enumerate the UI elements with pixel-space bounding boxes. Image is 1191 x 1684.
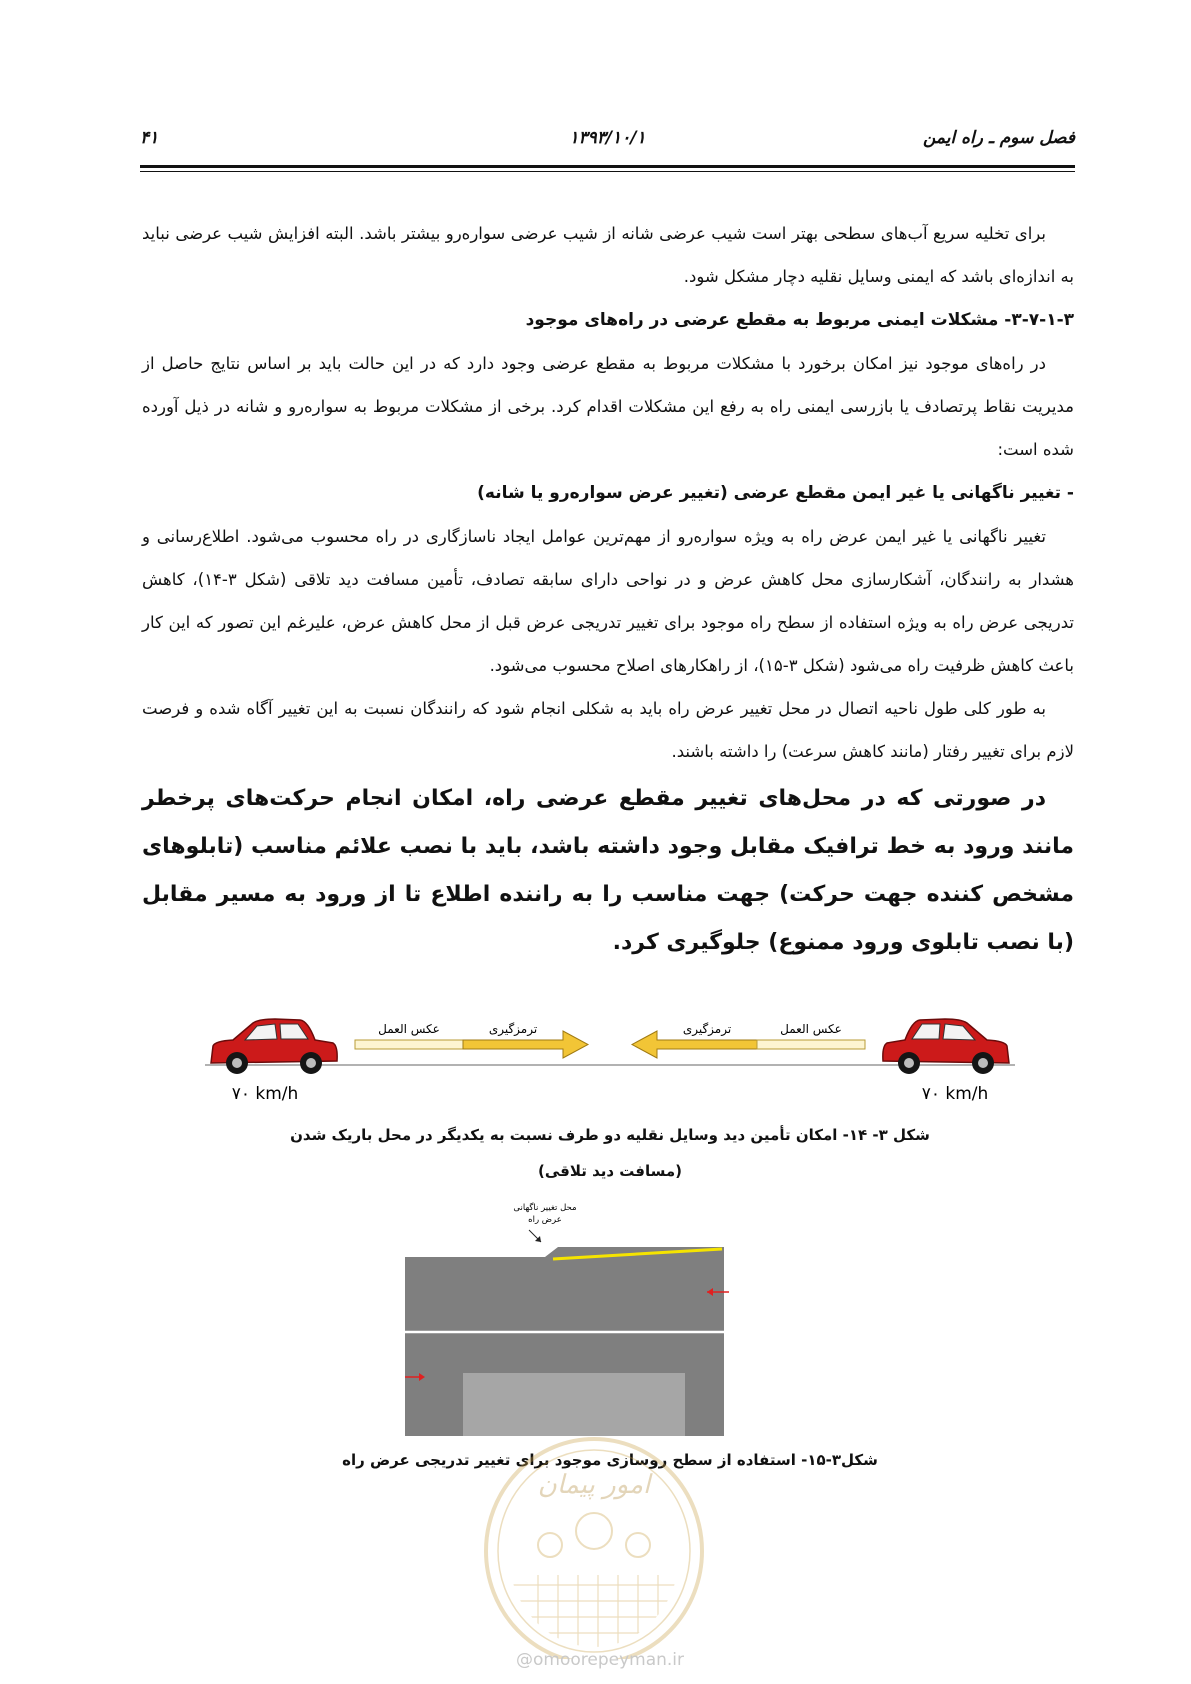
section-heading: ۳-۷-۱-۳- مشکلات ایمنی مربوط به مقطع عرضی در راه‌های موجود [525, 310, 1074, 330]
figure-14-caption-line2: (مسافت دید تلاقی) [537, 1162, 683, 1180]
figure-pavement-taper [405, 1198, 795, 1438]
seal-text: امور پیمان [537, 1470, 651, 1500]
paragraph-existing-roads: در راه‌های موجود نیز امکان برخورد با مشکلات مربوط به مقطع عرضی وجود دارد که در این حالت باید بر اساس نتایج حاصل از مدیریت نقاط پرتصادف یا بازرسی ایمنی راه به رفع این مشکلات اقدام کرد. برخی از مشکلات مربوط به سواره‌رو و شانه در ذیل آورده شده است: [142, 354, 1074, 459]
watermark-seal-icon [478, 1435, 710, 1659]
header-rule-thick [140, 165, 1075, 168]
paragraph-transition-length: به طور کلی طول ناحیه اتصال در محل تغییر عرض راه باید به شکلی انجام شود که رانندگان نسبت به این تغییر آگاه شده و فرصت لازم برای تغییر رفتار (مانند کاهش سرعت) را داشته باشند. [142, 699, 1074, 761]
paragraph-drainage: برای تخلیه سریع آب‌های سطحی بهتر است شیب عرضی شانه از شیب عرضی سواره‌رو بیشتر باشد. البته افزایش شیب عرضی نباید به اندازه‌ای باشد که ایمنی وسایل نقلیه دچار مشکل شود. [142, 224, 1074, 286]
reaction-label-left: عکس العمل [378, 1022, 440, 1036]
speed-label-right: ۷۰ km/h [921, 1084, 989, 1104]
header-rule-thin [140, 171, 1075, 172]
figure-14-caption [150, 1117, 1070, 1189]
header-date: ۱۳۹۳/۱۰/۱ [569, 128, 646, 148]
figure-14-caption-line1: شکل ۳- ۱۴- امکان تأمین دید وسایل نقلیه دو طرف نسبت به یکدیگر در محل باریک شدن [290, 1126, 930, 1144]
taper-note-line1: محل تغییر ناگهانی [513, 1203, 577, 1213]
body-text [142, 212, 1074, 967]
reaction-bar-right [757, 1040, 865, 1049]
reaction-bar-left [355, 1040, 463, 1049]
speed-label-left: ۷۰ km/h [231, 1084, 299, 1104]
braking-label-left: ترمزگیری [488, 1022, 538, 1036]
widening-area [463, 1373, 685, 1436]
chapter-title: فصل سوم ـ راه ایمن [922, 128, 1075, 148]
paragraph-emphasis: در صورتی که در محل‌های تغییر مقطع عرضی راه، امکان انجام حرکت‌های پرخطر مانند ورود به خط ترافیک مقابل وجود داشته باشد، باید با نصب علائم مناسب (تابلوهای مشخص کننده جهت حرکت) جهت مناسب را به راننده اطلاع تا از ورود به مسیر مقابل (با نصب تابلوی ورود ممنوع) جلوگیری کرد. [142, 786, 1074, 955]
taper-note-line2: عرض راه [528, 1215, 562, 1225]
pointer-arrow-icon [529, 1230, 541, 1242]
braking-label-right: ترمزگیری [682, 1022, 732, 1036]
paragraph-width-change: تغییر ناگهانی یا غیر ایمن عرض راه به ویژه سواره‌رو از مهم‌ترین عوامل ایجاد ناسازگاری در راه محسوب می‌شود. اطلاع‌رسانی و هشدار به رانندگان، آشکارسازی محل کاهش عرض و در نواحی دارای سابقه تصادف، تأمین مسافت دید تلاقی (شکل ۳-۱۴)، کاهش تدریجی عرض راه به ویژه استفاده از سطح راه موجود برای تغییر تدریجی عرض قبل از محل کاهش عرض، علیرغم این تصور که این کار باعث کاهش ظرفیت راه می‌شود (شکل ۳-۱۵)، از راهکارهای اصلاح محسوب می‌شود. [142, 527, 1074, 675]
page-number: ۴۱ [140, 128, 159, 148]
subheading-width-change: - تغییر ناگهانی یا غیر ایمن مقطع عرضی (تغییر عرض سواره‌رو یا شانه) [477, 483, 1074, 503]
figure-sight-distance [205, 1003, 1015, 1113]
watermark-site: @omoorepeyman.ir [515, 1650, 685, 1670]
reaction-label-right: عکس العمل [780, 1022, 842, 1036]
figure-15-caption: شکل۳-۱۵- استفاده از سطح روسازی موجود برای تغییر تدریجی عرض راه [342, 1451, 878, 1469]
page-header [140, 128, 1075, 160]
